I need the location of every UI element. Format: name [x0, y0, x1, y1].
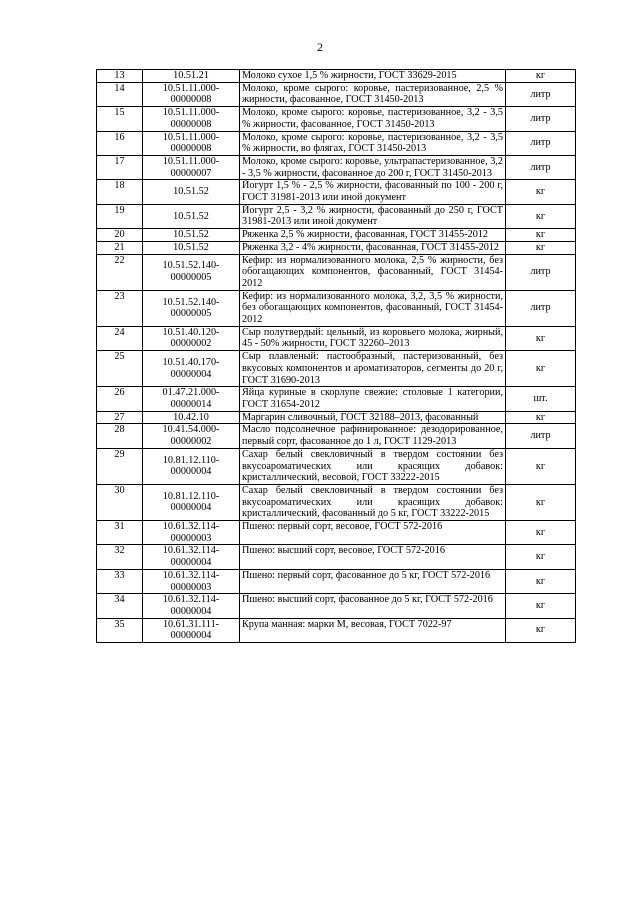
row-number: 34 [97, 594, 143, 618]
product-code: 10.61.31.111-00000004 [143, 618, 240, 642]
table-row [97, 204, 576, 228]
unit-of-measure: кг [506, 180, 576, 204]
unit-of-measure: кг [506, 204, 576, 228]
row-number: 25 [97, 351, 143, 387]
product-description: Йогурт 1,5 % - 2,5 % жирности, фасованный по 100 - 200 г, ГОСТ 31981-2013 или иной документ [240, 180, 506, 204]
page-number: 2 [317, 40, 323, 54]
unit-of-measure: кг [506, 326, 576, 350]
product-code: 01.47.21.000-00000014 [143, 387, 240, 411]
product-description: Яйца куриные в скорлупе свежие: столовые 1 категории, ГОСТ 31654-2012 [240, 387, 506, 411]
unit-of-measure: кг [506, 448, 576, 484]
product-code: 10.61.32.114-00000003 [143, 521, 240, 545]
row-number: 18 [97, 180, 143, 204]
product-code: 10.51.11.000-00000008 [143, 107, 240, 131]
product-description: Масло подсолнечное рафинированное: дезодорированное, первый сорт, фасованное до 1 л, ГОСТ 1129-2013 [240, 424, 506, 448]
product-description: Йогурт 2,5 - 3,2 % жирности, фасованный до 250 г, ГОСТ 31981-2013 или иной документ [240, 204, 506, 228]
product-description: Молоко, кроме сырого: коровье, пастеризованное, 2,5 % жирности, фасованное, ГОСТ 31450-2013 [240, 82, 506, 106]
unit-of-measure: кг [506, 618, 576, 642]
product-description: Маргарин сливочный, ГОСТ 32188–2013, фасованный [240, 411, 506, 424]
unit-of-measure: кг [506, 569, 576, 593]
row-number: 13 [97, 70, 143, 83]
row-number: 32 [97, 545, 143, 569]
table-row [97, 290, 576, 326]
product-code: 10.61.32.114-00000003 [143, 569, 240, 593]
product-code: 10.51.52 [143, 229, 240, 242]
product-description: Молоко, кроме сырого: коровье, пастеризованное, 3,2 - 3,5 % жирности, фасованное, ГОСТ 31450-2013 [240, 107, 506, 131]
unit-of-measure: шт. [506, 387, 576, 411]
unit-of-measure: литр [506, 424, 576, 448]
row-number: 31 [97, 521, 143, 545]
unit-of-measure: литр [506, 107, 576, 131]
unit-of-measure: кг [506, 351, 576, 387]
table-row [97, 180, 576, 204]
unit-of-measure: кг [506, 521, 576, 545]
row-number: 21 [97, 241, 143, 254]
product-description: Молоко сухое 1,5 % жирности, ГОСТ 33629-2015 [240, 70, 506, 83]
product-description: Сахар белый свекловичный в твердом состоянии без вкусоароматических или красящих добавок: кристаллический, весовой, ГОСТ 33222-2015 [240, 448, 506, 484]
unit-of-measure: кг [506, 594, 576, 618]
product-description: Кефир: из нормализованного молока, 3,2, 3,5 % жирности, без обогащающих компонентов, фасованный, ГОСТ 31454-2012 [240, 290, 506, 326]
row-number: 16 [97, 131, 143, 155]
unit-of-measure: кг [506, 545, 576, 569]
unit-of-measure: литр [506, 254, 576, 290]
unit-of-measure: литр [506, 155, 576, 179]
table-row [97, 618, 576, 642]
product-code: 10.41.54.000-00000002 [143, 424, 240, 448]
unit-of-measure: кг [506, 229, 576, 242]
table-row [97, 70, 576, 83]
product-code: 10.51.52.140-00000005 [143, 254, 240, 290]
product-description: Пшено: высший сорт, фасованное до 5 кг, ГОСТ 572-2016 [240, 594, 506, 618]
row-number: 26 [97, 387, 143, 411]
table-row [97, 448, 576, 484]
table-row [97, 411, 576, 424]
table-row [97, 229, 576, 242]
product-description: Молоко, кроме сырого: коровье, ультрапастеризованное, 3,2 - 3,5 % жирности, фасованное до 200 г, ГОСТ 31450-2013 [240, 155, 506, 179]
unit-of-measure: кг [506, 241, 576, 254]
row-number: 20 [97, 229, 143, 242]
table-row [97, 82, 576, 106]
unit-of-measure: кг [506, 484, 576, 520]
table-row [97, 569, 576, 593]
row-number: 27 [97, 411, 143, 424]
table-row [97, 545, 576, 569]
row-number: 19 [97, 204, 143, 228]
product-code: 10.81.12.110-00000004 [143, 448, 240, 484]
product-description: Молоко, кроме сырого: коровье, пастеризованное, 3,2 - 3,5 % жирности, во флягах, ГОСТ 31450-2013 [240, 131, 506, 155]
products-table [96, 69, 576, 643]
product-description: Крупа манная: марки М, весовая, ГОСТ 7022-97 [240, 618, 506, 642]
table-row [97, 131, 576, 155]
unit-of-measure: кг [506, 70, 576, 83]
product-code: 10.51.52.140-00000005 [143, 290, 240, 326]
product-description: Кефир: из нормализованного молока, 2,5 % жирности, без обогащающих компонентов, фасованный, ГОСТ 31454-2012 [240, 254, 506, 290]
product-code: 10.51.52 [143, 241, 240, 254]
table-row [97, 241, 576, 254]
product-code: 10.51.21 [143, 70, 240, 83]
unit-of-measure: литр [506, 82, 576, 106]
product-code: 10.51.52 [143, 204, 240, 228]
product-code: 10.51.11.000-00000008 [143, 131, 240, 155]
table-row [97, 107, 576, 131]
table-row [97, 326, 576, 350]
row-number: 35 [97, 618, 143, 642]
product-code: 10.51.40.120-00000002 [143, 326, 240, 350]
row-number: 17 [97, 155, 143, 179]
product-code: 10.61.32.114-00000004 [143, 594, 240, 618]
product-code: 10.42.10 [143, 411, 240, 424]
table-row [97, 521, 576, 545]
product-description: Пшено: высший сорт, весовое, ГОСТ 572-2016 [240, 545, 506, 569]
row-number: 14 [97, 82, 143, 106]
row-number: 33 [97, 569, 143, 593]
product-code: 10.51.11.000-00000008 [143, 82, 240, 106]
row-number: 22 [97, 254, 143, 290]
product-description: Сахар белый свекловичный в твердом состоянии без вкусоароматических или красящих добавок: кристаллический, фасованный до 5 кг, ГОСТ 33222-2015 [240, 484, 506, 520]
table-row [97, 594, 576, 618]
table-row [97, 254, 576, 290]
unit-of-measure: кг [506, 411, 576, 424]
table-row [97, 387, 576, 411]
unit-of-measure: литр [506, 131, 576, 155]
unit-of-measure: литр [506, 290, 576, 326]
product-description: Сыр полутвердый: цельный, из коровьего молока, жирный, 45 - 50% жирности, ГОСТ 32260–2013 [240, 326, 506, 350]
product-description: Сыр плавленый: пастообразный, пастеризованный, без вкусовых компонентов и ароматизаторов, сегменты до 20 г, ГОСТ 31690-2013 [240, 351, 506, 387]
product-code: 10.51.40.170-00000004 [143, 351, 240, 387]
row-number: 23 [97, 290, 143, 326]
table-row [97, 424, 576, 448]
product-description: Ряженка 3,2 - 4% жирности, фасованная, ГОСТ 31455-2012 [240, 241, 506, 254]
product-description: Пшено: первый сорт, фасованное до 5 кг, ГОСТ 572-2016 [240, 569, 506, 593]
product-description: Ряженка 2,5 % жирности, фасованная, ГОСТ 31455-2012 [240, 229, 506, 242]
table-row [97, 155, 576, 179]
row-number: 15 [97, 107, 143, 131]
table-row [97, 484, 576, 520]
row-number: 29 [97, 448, 143, 484]
product-code: 10.81.12.110-00000004 [143, 484, 240, 520]
product-code: 10.61.32.114-00000004 [143, 545, 240, 569]
product-code: 10.51.11.000-00000007 [143, 155, 240, 179]
row-number: 28 [97, 424, 143, 448]
product-description: Пшено: первый сорт, весовое, ГОСТ 572-2016 [240, 521, 506, 545]
products-table-body [97, 70, 576, 643]
row-number: 24 [97, 326, 143, 350]
table-row [97, 351, 576, 387]
product-code: 10.51.52 [143, 180, 240, 204]
row-number: 30 [97, 484, 143, 520]
